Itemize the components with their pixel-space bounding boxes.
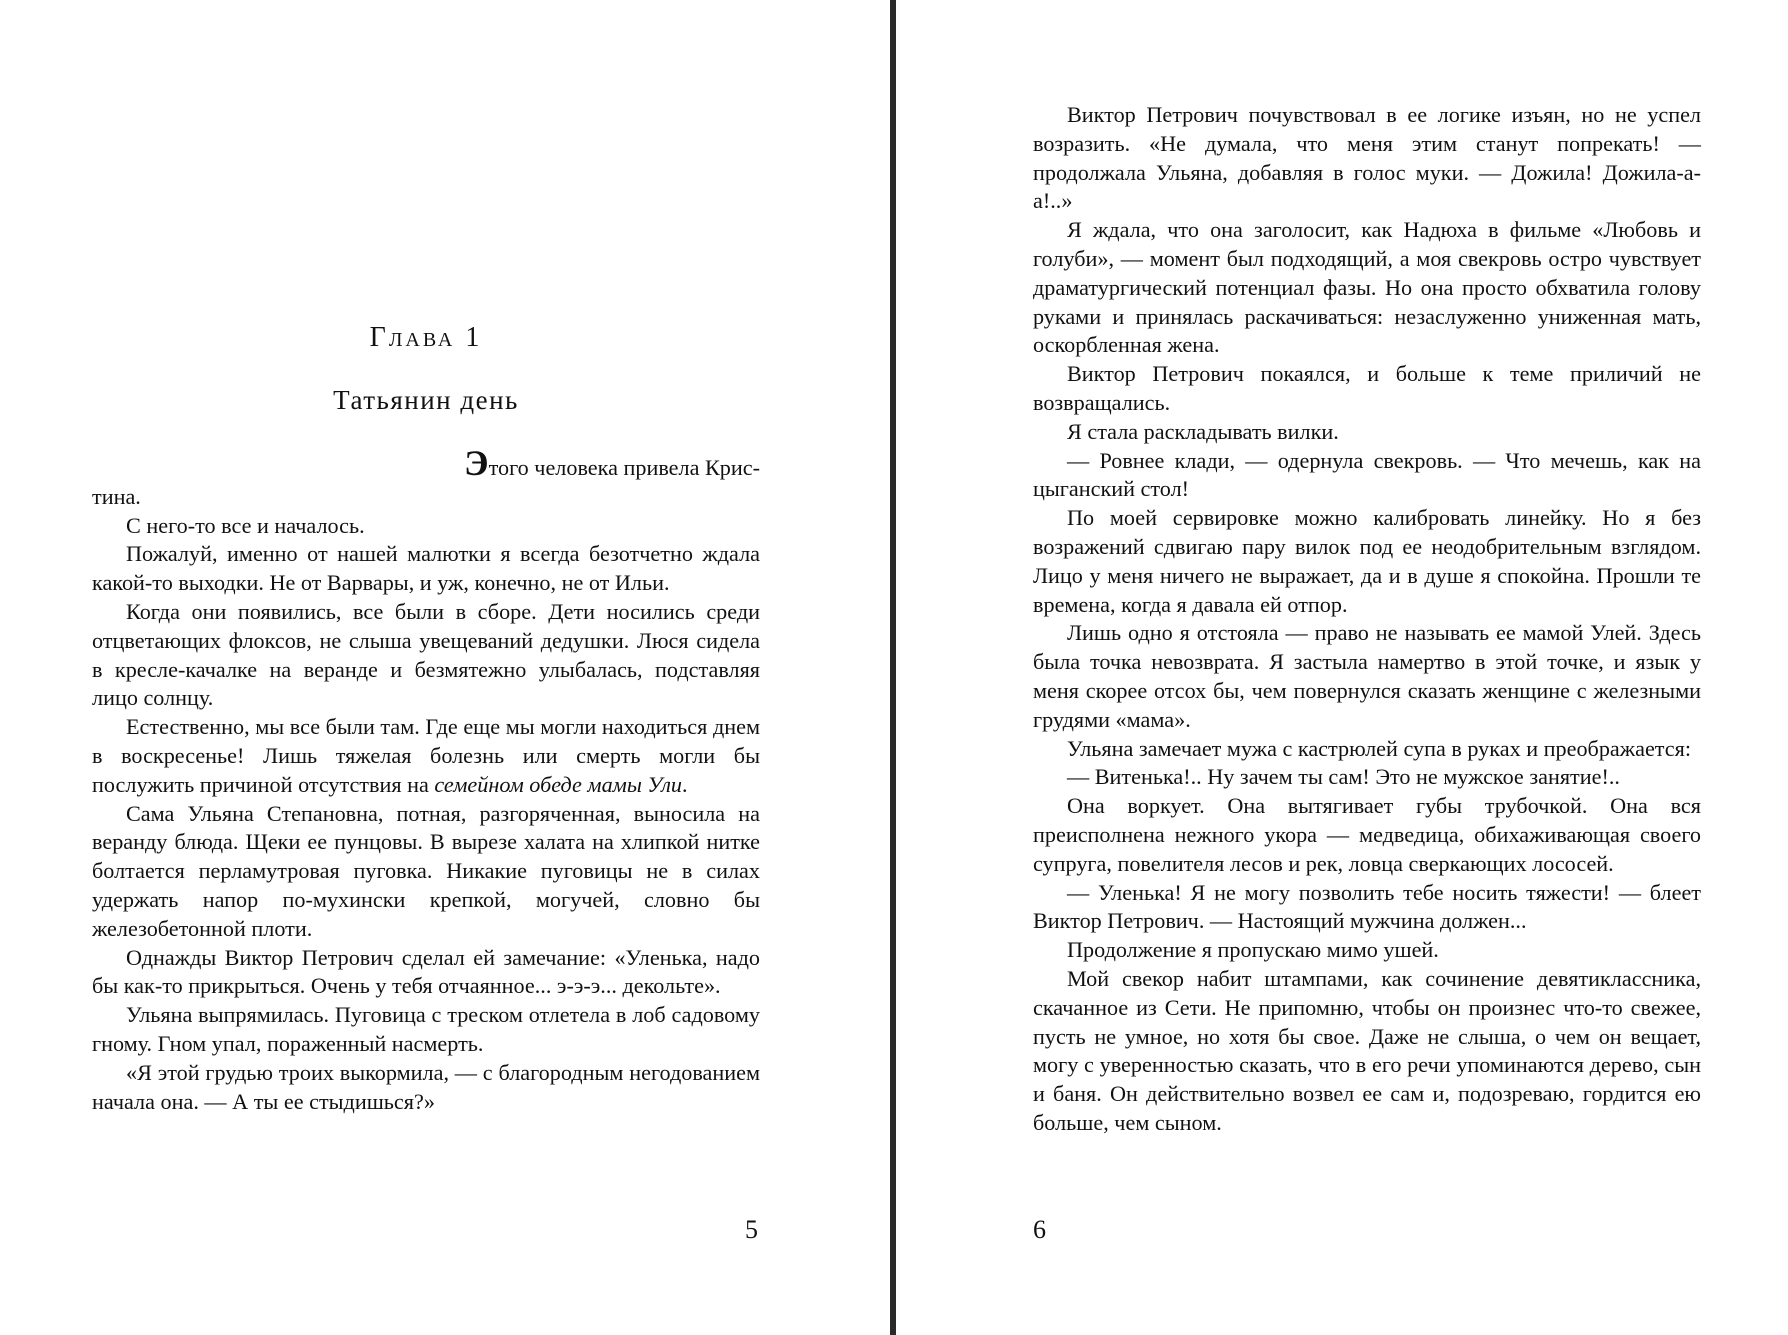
opening-paragraph	[92, 443, 760, 512]
chapter-subtitle: Татьянин день	[333, 385, 519, 415]
paragraph: Ульяна выпрямилась. Пуговица с треском отлетела в лоб садовому гному. Гном упал, пораженный насмерть.	[92, 1002, 760, 1056]
opening-line-text: того человека привела Крис-	[488, 455, 760, 480]
paragraph: Мой свекор набит штампами, как сочинение девятиклассника, скачанное из Сети. Не припомню, чтобы он произнес что-то свежее, пусть не умное, но хотя бы свое. Даже не слыша, о чем он вещает, могу с уверенностью сказать, что в его речи упоминаются дерево, сын и баня. Он действительно возвел ее сам и, подозреваю, гордится ею больше, чем сыном.	[1033, 965, 1701, 1135]
paragraph: По моей сервировке можно калибровать линейку. Но я без возражений сдвигаю пару вилок под ее неодобрительным взглядом. Лицо у меня ничего не выражает, да и в душе я спокойна. Прошли те времена, когда я давала ей отпор.	[1033, 505, 1701, 617]
page-number: 5	[745, 1215, 758, 1244]
chapter-title: Глава 1	[369, 322, 483, 353]
paragraph: С него-то все и началось.	[126, 512, 365, 538]
book-gutter	[890, 0, 896, 1335]
page-number: 6	[1033, 1215, 1046, 1244]
paragraph: — Витенька!.. Ну зачем ты сам! Это не мужское занятие!..	[1067, 764, 1620, 790]
opening-line	[92, 443, 760, 483]
right-page-text	[1033, 101, 1701, 1138]
paragraph: Виктор Петрович почувствовал в ее логике изъян, но не успел возразить. «Не думала, что меня этим станут попрекать! — продолжала Ульяна, добавляя в голос муки. — Дожила! Дожила-а-а!..»	[1033, 102, 1701, 214]
paragraph: «Я этой грудью троих выкормила, — с благородным негодованием начала она. — А ты ее стыдишься?»	[92, 1059, 760, 1114]
paragraph: — Уленька! Я не могу позволить тебе носить тяжести! — блеет Виктор Петрович. — Настоящий мужчина должен...	[1033, 879, 1701, 934]
paragraph: Когда они появились, все были в сборе. Дети носились среди отцветающих флоксов, не слыша увещеваний дедушки. Люся сидела в кресле-качалке на веранде и безмятежно улыбалась, подставляя лицо солнцу.	[92, 598, 760, 711]
paragraph: Продолжение я пропускаю мимо ушей.	[1067, 937, 1439, 963]
paragraph-text-end: .	[682, 771, 688, 797]
paragraph: — Ровнее клади, — одернула свекровь. — Что мечешь, как на цыганский стол!	[1033, 447, 1701, 502]
italic-phrase: семейном обеде мамы Ули	[434, 771, 683, 797]
paragraph: Я ждала, что она заголосит, как Надюха в фильме «Любовь и голуби», — момент был подходящий, а моя свекровь остро чувствует драматургический потенциал фазы. Но она просто обхватила голову руками и принялась раскачиваться: незаслуженно униженная мать, оскорбленная жена.	[1033, 217, 1701, 358]
left-page	[0, 0, 890, 1335]
paragraph: Пожалуй, именно от нашей малютки я всегда безотчетно ждала какой-то выходки. Не от Варвары, и уж, конечно, не от Ильи.	[92, 541, 760, 596]
paragraph: Я стала раскладывать вилки.	[1067, 418, 1339, 444]
paragraph: Однажды Виктор Петрович сделал ей замечание: «Уленька, надо бы как-то прикрыться. Очень у тебя отчаянное... э-э-э... декольте».	[92, 944, 760, 999]
paragraph: Сама Ульяна Степановна, потная, разгоряченная, выносила на веранду блюда. Щеки ее пунцовы. В вырезе халата на хлипкой нитке болтается перламутровая пуговка. Никакие пуговицы не в силах удержать напор по-мухински крепкой, могучей, словно бы железобетонной плоти.	[92, 800, 760, 941]
paragraph: Она воркует. Она вытягивает губы трубочкой. Она вся преисполнена нежного укора — медведица, обихаживающая своего супруга, повелителя лесов и рек, ловца сверкающих лососей.	[1033, 793, 1701, 876]
left-page-text	[92, 443, 760, 1116]
right-page	[899, 0, 1788, 1335]
paragraph: Ульяна замечает мужа с кастрюлей супа в руках и преображается:	[1067, 735, 1691, 761]
opening-line-continuation: тина.	[92, 483, 141, 509]
paragraph: Лишь одно я отстояла — право не называть ее мамой Улей. Здесь была точка невозврата. Я застыла намертво в этой точке, и язык у меня скорее отсох бы, чем повернулся сказать женщине с железными грудями «мама».	[1033, 620, 1701, 732]
paragraph-with-italic	[92, 713, 760, 799]
paragraph: Виктор Петрович покаялся, и больше к теме приличий не возвращались.	[1033, 361, 1701, 415]
paragraph-text: Естественно, мы все были там. Где еще мы могли находиться днем в воскресенье! Лишь тяжелая болезнь или смерть могли бы послужить причиной отсутствия на	[92, 714, 760, 797]
drop-cap: Э	[464, 443, 489, 483]
